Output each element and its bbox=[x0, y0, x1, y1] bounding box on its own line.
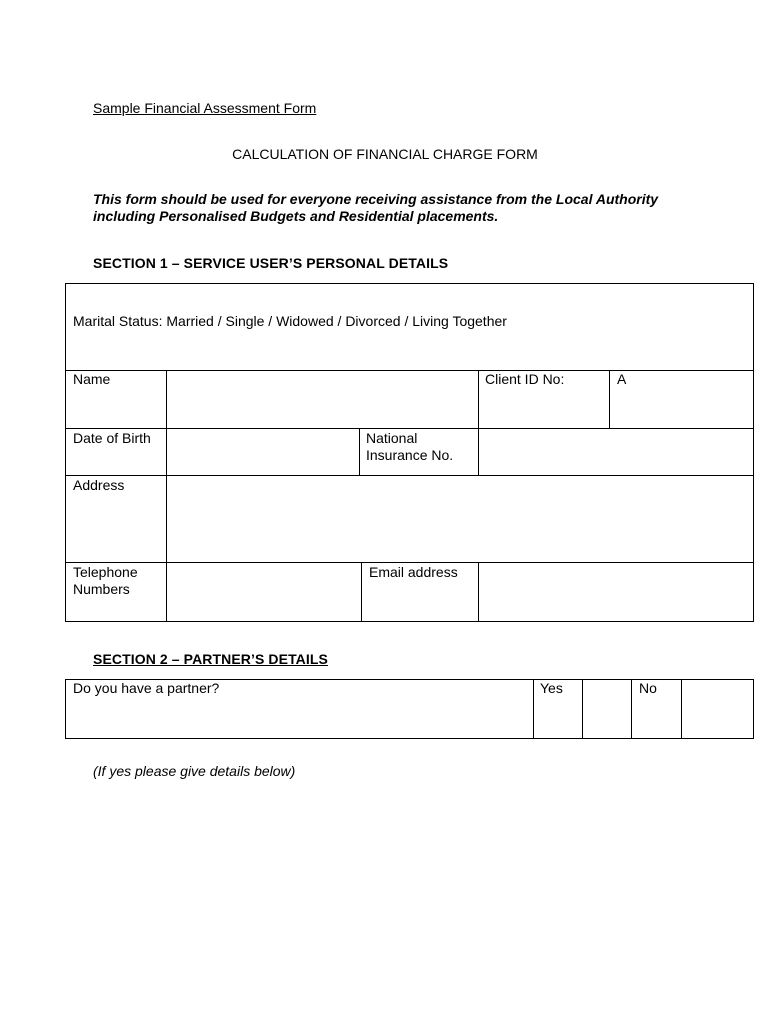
name-label: Name bbox=[73, 371, 111, 387]
client-id-field[interactable]: A bbox=[617, 371, 627, 387]
table-border-right bbox=[753, 283, 754, 622]
table-border-left bbox=[65, 679, 66, 739]
section-2-heading: SECTION 2 – PARTNER’S DETAILS bbox=[93, 651, 328, 667]
column-rule bbox=[533, 679, 534, 739]
column-rule bbox=[359, 428, 360, 476]
email-field[interactable] bbox=[479, 563, 753, 621]
partner-question: Do you have a partner? bbox=[73, 680, 220, 696]
telephone-label: Telephone Numbers bbox=[73, 564, 138, 597]
table-border-bottom bbox=[65, 621, 754, 622]
yes-label: Yes bbox=[540, 680, 563, 696]
table-border-top bbox=[65, 283, 754, 284]
column-rule bbox=[631, 679, 632, 739]
telephone-field[interactable] bbox=[167, 563, 361, 621]
table-border-left bbox=[65, 283, 66, 622]
address-field[interactable] bbox=[167, 476, 753, 562]
dob-label: Date of Birth bbox=[73, 430, 151, 446]
yes-checkbox[interactable] bbox=[583, 680, 631, 738]
column-rule bbox=[609, 370, 610, 429]
email-label: Email address bbox=[369, 564, 458, 580]
table-border-bottom bbox=[65, 738, 754, 739]
ni-field[interactable] bbox=[479, 429, 753, 475]
form-title: CALCULATION OF FINANCIAL CHARGE FORM bbox=[232, 146, 538, 162]
dob-field[interactable] bbox=[167, 429, 359, 475]
intro-text: This form should be used for everyone receiving assistance from the Local Authority including Personalised Budgets and Residential placements. bbox=[93, 191, 659, 224]
partner-note: (If yes please give details below) bbox=[93, 763, 296, 779]
no-label: No bbox=[639, 680, 657, 696]
client-id-label: Client ID No: bbox=[485, 371, 565, 387]
marital-status-label: Marital Status: Married / Single / Widowed / Divorced / Living Together bbox=[73, 313, 507, 329]
section-1-heading: SECTION 1 – SERVICE USER’S PERSONAL DETAILS bbox=[93, 255, 449, 271]
no-checkbox[interactable] bbox=[682, 680, 753, 738]
ni-label: National Insurance No. bbox=[366, 430, 454, 463]
document-label: Sample Financial Assessment Form bbox=[93, 100, 317, 116]
table-border-right bbox=[753, 679, 754, 739]
name-field[interactable] bbox=[167, 371, 478, 428]
address-label: Address bbox=[73, 477, 125, 493]
column-rule bbox=[361, 562, 362, 622]
